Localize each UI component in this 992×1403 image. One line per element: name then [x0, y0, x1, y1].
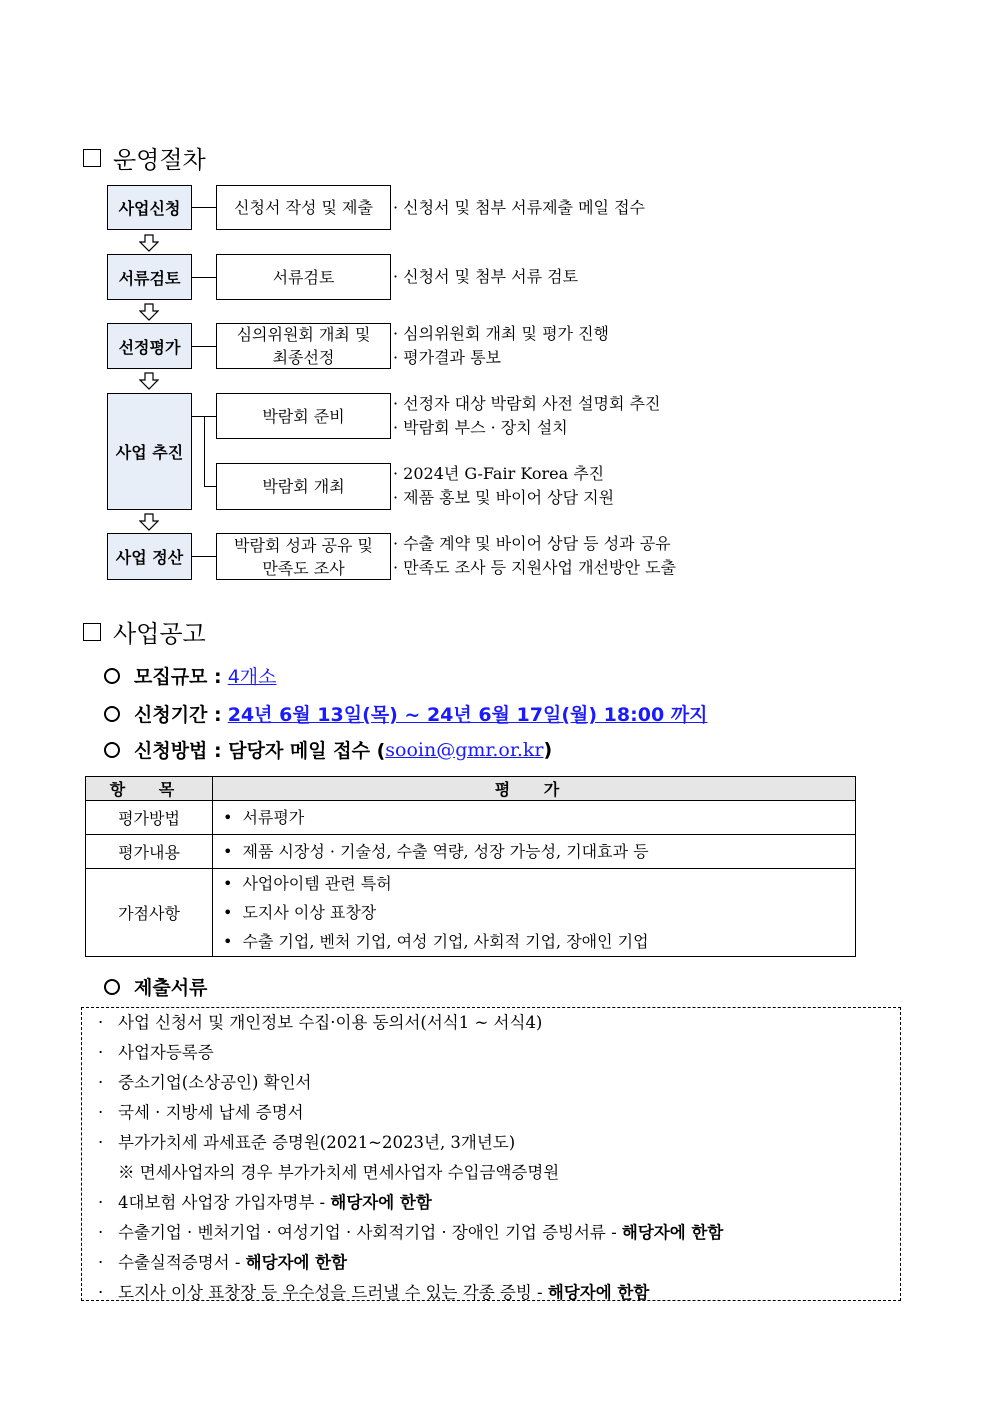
description-line: · 제품 홍보 및 바이어 상담 지원 [393, 488, 615, 507]
recruit-scale-value: 4개소 [227, 666, 277, 688]
item-text: 국세 · 지방세 납세 증명서 [118, 1103, 304, 1122]
connector-line [204, 486, 216, 487]
row-item: 가점사항 [86, 869, 213, 957]
bullet-dot: · [98, 1103, 104, 1122]
table-header-row [86, 777, 856, 801]
header-evaluation: 평 가 [213, 777, 856, 801]
list-item [98, 1069, 311, 1093]
section-title-announcement [83, 614, 206, 649]
bullet-dot: · [98, 1013, 104, 1032]
process-box [216, 185, 391, 230]
evaluation-table [85, 776, 856, 957]
point-text: • 서류평가 [223, 803, 855, 832]
item-text: 도지사 이상 표창장 등 우수성을 드러낼 수 있는 각종 증빙 - [118, 1283, 548, 1302]
process-text: 박람회 준비 [262, 406, 345, 426]
process-text: 박람회 성과 공유 및 [234, 535, 373, 555]
bullet-dot: · [98, 1043, 104, 1062]
list-item [98, 1009, 542, 1033]
recruit-scale-row [104, 662, 276, 689]
point-text: • 사업아이템 관련 특허 [223, 869, 855, 898]
application-period-value: 24년 6월 13일(목) ~ 24년 6월 17일(월) 18:00 까지 [227, 704, 708, 726]
step-description [393, 532, 676, 580]
step-selection-evaluation: 선정평가 [107, 323, 192, 369]
item-bold: 해당자에 한함 [621, 1223, 724, 1242]
list-item [98, 1189, 432, 1213]
bullet-dot: · [98, 1223, 104, 1242]
application-method-close: ) [543, 738, 553, 761]
table-row [86, 835, 856, 869]
item-text: 수출실적증명서 - [118, 1253, 246, 1272]
item-text: 부가가치세 과세표준 증명원(2021~2023년, 3개년도) [118, 1133, 516, 1152]
item-text: ※ 면세사업자의 경우 부가가치세 면세사업자 수입금액증명원 [118, 1163, 560, 1182]
process-text: 만족도 조사 [262, 558, 345, 578]
process-text: 박람회 개최 [262, 477, 345, 496]
table-row [86, 801, 856, 835]
connector-line [192, 556, 216, 557]
list-item [98, 1249, 347, 1273]
table-row [86, 869, 856, 957]
connector-line [192, 207, 216, 208]
connector-line [192, 277, 216, 278]
process-text: 심의위원회 개최 및 [236, 325, 371, 344]
checkbox-square-icon [83, 149, 101, 167]
step-project-execution: 사업 추진 [107, 393, 192, 510]
bullet-dot: · [98, 1253, 104, 1272]
row-points [213, 801, 856, 835]
description-line: · 2024년 G-Fair Korea 추진 [393, 464, 605, 483]
connector-line [192, 416, 216, 417]
row-points [213, 869, 856, 957]
item-text: 사업자등록증 [118, 1043, 214, 1062]
circle-bullet-icon [104, 742, 120, 758]
row-item: 평가내용 [86, 835, 213, 869]
description-line: · 심의위원회 개최 및 평가 진행 [393, 324, 609, 343]
list-item [98, 1129, 515, 1153]
checkbox-square-icon [83, 623, 101, 641]
description-line: · 박람회 부스 · 장치 설치 [393, 418, 568, 437]
description-line: · 만족도 조사 등 지원사업 개선방안 도출 [393, 558, 676, 577]
row-item: 평가방법 [86, 801, 213, 835]
process-text: 최종선정 [272, 348, 335, 367]
item-bold: 해당자에 한함 [245, 1253, 348, 1272]
connector-line [192, 346, 216, 347]
list-item [98, 1219, 723, 1243]
list-item [98, 1039, 214, 1063]
email-link[interactable]: sooin@gmr.or.kr [385, 738, 544, 761]
description-line: · 평가결과 통보 [393, 348, 501, 367]
item-text: 사업 신청서 및 개인정보 수집·이용 동의서(서식1 ~ 서식4) [118, 1013, 543, 1032]
application-method-row [104, 736, 552, 763]
description-line: · 선정자 대상 박람회 사전 설명회 추진 [393, 394, 661, 413]
point-text: • 도지사 이상 표창장 [223, 898, 855, 927]
process-box [216, 393, 391, 439]
step-description [393, 265, 578, 289]
process-text: 서류검토 [272, 267, 335, 287]
application-method-label: 신청방법 : 담당자 메일 접수 ( [134, 740, 386, 762]
bullet-dot: · [98, 1073, 104, 1092]
point-text: • 제품 시장성 · 기술성, 수출 역량, 성장 가능성, 기대효과 등 [223, 837, 855, 866]
item-text: 중소기업(소상공인) 확인서 [118, 1073, 312, 1092]
step-document-review: 서류검토 [107, 254, 192, 300]
section-title-text: 사업공고 [113, 620, 206, 648]
section-title-text: 운영절차 [113, 146, 206, 174]
arrow-down-icon [139, 303, 159, 321]
step-application: 사업신청 [107, 185, 192, 230]
application-period-label: 신청기간 : [134, 704, 222, 726]
arrow-down-icon [139, 372, 159, 390]
description-line: · 신청서 및 첨부 서류제출 메일 접수 [393, 198, 645, 217]
item-text: 4대보험 사업장 가입자명부 - [118, 1193, 331, 1212]
description-line: · 수출 계약 및 바이어 상담 등 성과 공유 [393, 534, 671, 553]
bullet-dot: · [98, 1133, 104, 1152]
step-description [393, 462, 614, 510]
step-description [393, 196, 645, 220]
bullet-dot: · [98, 1193, 104, 1212]
list-item-note [98, 1159, 559, 1183]
list-item [98, 1099, 304, 1123]
recruit-scale-label: 모집규모 : [134, 666, 222, 688]
description-line: · 신청서 및 첨부 서류 검토 [393, 267, 579, 286]
header-item: 항 목 [86, 777, 213, 801]
bullet-dot: · [98, 1283, 104, 1302]
process-box [216, 323, 391, 369]
circle-bullet-icon [104, 979, 120, 995]
arrow-down-icon [139, 513, 159, 531]
list-item [98, 1279, 649, 1303]
circle-bullet-icon [104, 668, 120, 684]
step-project-settlement: 사업 정산 [107, 533, 192, 580]
connector-line [204, 416, 205, 486]
documents-title: 제출서류 [134, 977, 208, 999]
row-points [213, 835, 856, 869]
point-text: • 수출 기업, 벤처 기업, 여성 기업, 사회적 기업, 장애인 기업 [223, 927, 855, 956]
process-box [216, 533, 391, 580]
step-description [393, 392, 660, 440]
item-bold: 해당자에 한함 [547, 1283, 650, 1302]
step-description [393, 322, 609, 370]
arrow-down-icon [139, 234, 159, 252]
process-box [216, 463, 391, 510]
circle-bullet-icon [104, 706, 120, 722]
item-bold: 해당자에 한함 [330, 1193, 432, 1212]
documents-title-row [104, 973, 207, 1000]
item-text: 수출기업 · 벤처기업 · 여성기업 · 사회적기업 · 장애인 기업 증빙서류 - [118, 1223, 622, 1242]
application-period-row [104, 700, 707, 727]
process-box [216, 254, 391, 300]
process-text: 신청서 작성 및 제출 [234, 198, 373, 217]
section-title-procedure [83, 140, 206, 175]
